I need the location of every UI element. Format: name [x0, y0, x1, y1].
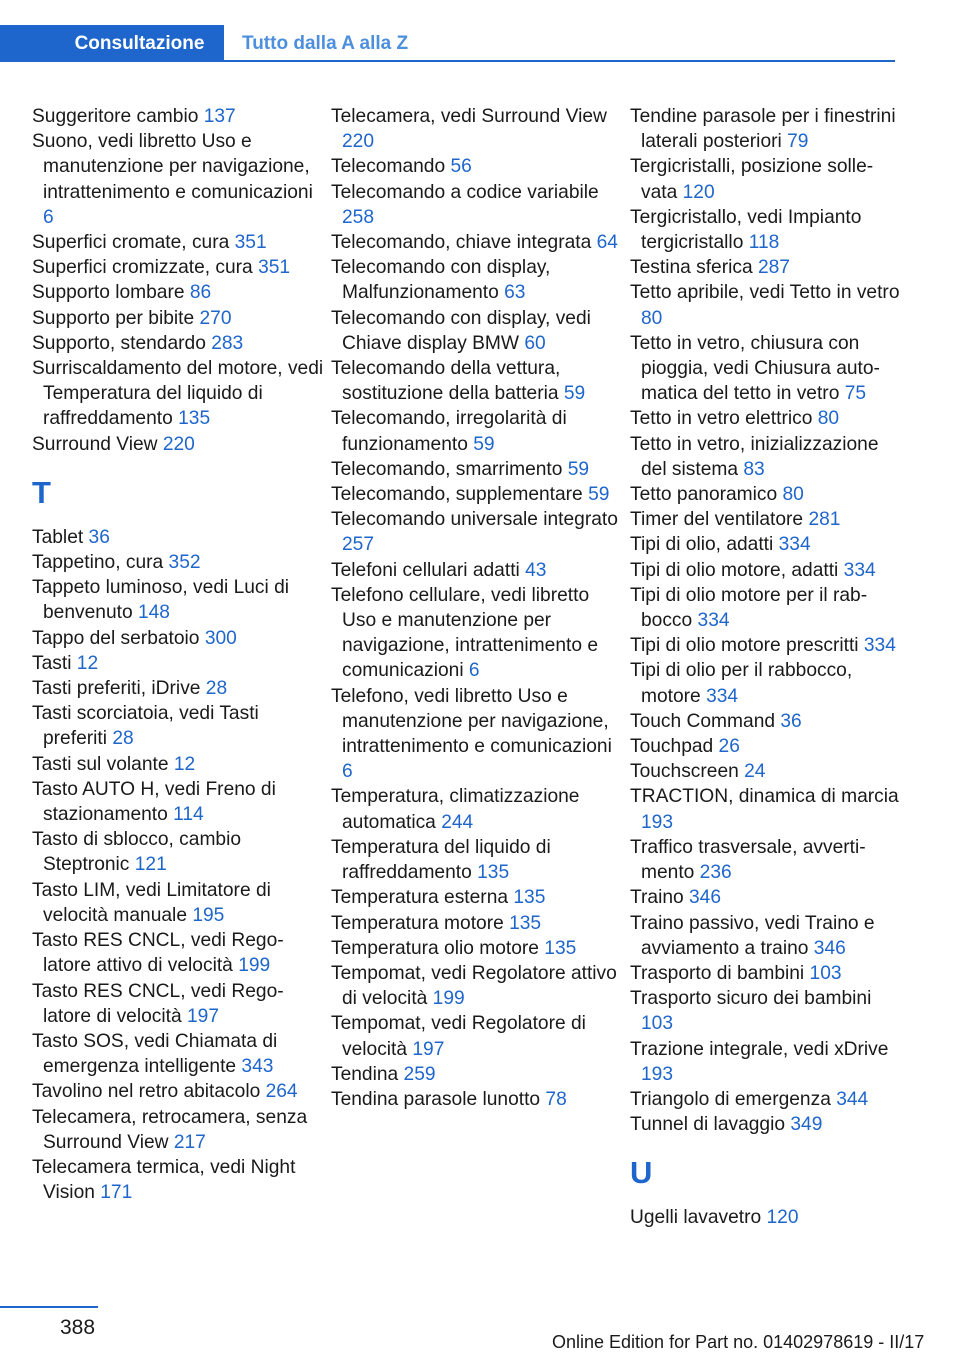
index-entry — [630, 406, 900, 431]
index-entry — [32, 777, 324, 827]
index-entry-term: Supporto lombare — [32, 282, 190, 304]
index-entry — [630, 432, 900, 482]
tab-tutto-dalla-a-alla-z[interactable] — [242, 25, 408, 62]
page-reference-link[interactable]: 334 — [697, 610, 730, 632]
index-entry-term: Touch Command — [630, 710, 781, 732]
index-entry-term: Touchpad — [630, 736, 719, 758]
index-entry — [32, 928, 324, 978]
index-entry — [32, 575, 324, 625]
index-entry-term: Telefono cellulare, vedi libretto Uso e manutenzione per navigazione, intrattenimento e comunicazioni — [331, 584, 598, 682]
header-rule — [0, 60, 895, 62]
index-entry — [331, 583, 623, 684]
page-reference-link[interactable]: 193 — [641, 1063, 674, 1085]
index-entry-term: Tetto in vetro, inizializzazione del sistema — [630, 433, 879, 480]
index-entry-term: Telecomando — [331, 156, 451, 178]
index-entry-term: Tasto SOS, vedi Chiamata di emergenza intelligente — [32, 1030, 278, 1078]
page-reference-link[interactable]: 59 — [563, 383, 586, 405]
index-entry-term: Tappo del serbatoio — [32, 627, 205, 649]
page-reference-link[interactable]: 28 — [112, 728, 134, 750]
page-reference-link[interactable]: 300 — [204, 627, 237, 649]
index-entry — [331, 457, 623, 482]
page-reference-link[interactable]: 193 — [641, 811, 674, 833]
page-reference-link[interactable]: 197 — [412, 1038, 445, 1060]
index-entry — [32, 550, 324, 575]
index-entry — [331, 306, 623, 356]
page-reference-link[interactable]: 334 — [706, 685, 739, 707]
page-reference-link[interactable]: 199 — [432, 988, 465, 1010]
index-entry-term: Telecomando a codice variabile — [331, 181, 599, 203]
index-entry-term: Trazione integrale, vedi xDrive — [630, 1038, 889, 1060]
index-entry — [630, 709, 900, 734]
page-reference-link[interactable]: 349 — [790, 1114, 823, 1136]
page-reference-link[interactable]: 352 — [168, 552, 201, 574]
page-reference-link[interactable]: 12 — [173, 753, 196, 775]
page-reference-link[interactable]: 86 — [189, 282, 212, 304]
page-reference-link[interactable]: 60 — [524, 332, 546, 354]
index-entry — [331, 507, 623, 557]
index-entry-term: Superfici cromate, cura — [32, 232, 235, 254]
index-entry — [630, 986, 900, 1036]
page-reference-link[interactable]: 78 — [545, 1088, 567, 1110]
footer-rule — [0, 1306, 98, 1308]
page-reference-link[interactable]: 195 — [192, 904, 225, 926]
page-reference-link[interactable]: 148 — [137, 602, 170, 624]
index-entry — [32, 280, 324, 305]
index-entry — [331, 482, 623, 507]
edition-note: Online Edition for Part no. 01402978619 - II/17 — [552, 1332, 925, 1352]
page-reference-link[interactable]: 26 — [718, 736, 740, 758]
page-reference-link[interactable]: 28 — [205, 678, 228, 700]
index-entry — [32, 356, 324, 432]
index-entry — [331, 1011, 623, 1061]
page-reference-link[interactable]: 135 — [544, 937, 577, 959]
index-entry — [630, 835, 900, 885]
index-entry — [630, 583, 900, 633]
page-reference-link[interactable]: 259 — [403, 1063, 436, 1085]
index-entry-term: Tunnel di lavaggio — [630, 1114, 791, 1136]
page-reference-link[interactable]: 6 — [342, 761, 353, 783]
index-entry — [630, 532, 900, 557]
index-entry-term: Tipi di olio motore per il rabbocco — [630, 584, 868, 632]
page-reference-link[interactable]: 75 — [844, 383, 867, 405]
index-entry-term: Tergicristalli, posizione sollevata — [630, 156, 874, 203]
index-entry-term: Tipi di olio per il rabbocco, motore — [630, 660, 853, 707]
index-entry-term: Superfici cromizzate, cura — [32, 257, 259, 279]
index-entry-term: Tipi di olio motore prescritti — [630, 635, 864, 657]
index-entry-term: Telecomando con display, Malfunzionamento — [331, 257, 551, 304]
index-entry-term: Telefono, vedi libretto Uso e manutenzione per navigazione, intrattenimento e comunicazioni — [331, 685, 612, 758]
index-entry-term: Tetto in vetro elettrico — [630, 408, 818, 430]
page-reference-link[interactable]: 343 — [241, 1056, 274, 1078]
index-entry — [630, 734, 900, 759]
index-entry-term: Tappetino, cura — [32, 552, 169, 574]
page-reference-link[interactable]: 83 — [743, 458, 765, 480]
index-entry-term: Tendina — [331, 1063, 404, 1085]
page-reference-link[interactable]: 258 — [342, 206, 375, 228]
index-entry-term: Traino — [630, 887, 690, 909]
page-reference-link[interactable]: 137 — [203, 106, 236, 127]
page-reference-link[interactable]: 120 — [682, 181, 715, 203]
index-entry — [630, 658, 900, 708]
index-entry — [630, 104, 900, 154]
index-entry — [32, 525, 324, 550]
index-entry — [331, 835, 623, 885]
page-reference-link[interactable]: 346 — [813, 937, 846, 959]
index-entry-term: Surround View — [32, 433, 163, 455]
page-reference-link[interactable]: 103 — [809, 962, 842, 984]
page-reference-link[interactable]: 118 — [748, 232, 780, 254]
page-reference-link[interactable]: 264 — [265, 1081, 298, 1103]
page-reference-link[interactable]: 12 — [76, 652, 99, 674]
index-entry-term: Supporto, stendardo — [32, 332, 212, 354]
page-reference-link[interactable]: 171 — [100, 1182, 133, 1204]
page-reference-link[interactable]: 80 — [641, 307, 663, 329]
index-entry-term: Telecomando, irregolarità di funzionamento — [331, 408, 567, 455]
index-entry-term: Temperatura, climatizzazione automatica — [331, 786, 580, 833]
page-number: 388 — [60, 1316, 96, 1339]
page-reference-link[interactable]: 283 — [211, 332, 244, 354]
index-entry — [32, 331, 324, 356]
index-entry — [32, 878, 324, 928]
index-entry-term: Telecamera, vedi Surround View — [331, 106, 607, 127]
index-entry — [32, 104, 324, 129]
index-entry — [630, 205, 900, 255]
index-entry — [331, 356, 623, 406]
page-reference-link[interactable]: 135 — [509, 912, 542, 934]
page-reference-link[interactable]: 36 — [88, 526, 110, 548]
index-entry — [32, 1079, 324, 1104]
index-entry — [32, 979, 324, 1029]
index-entry — [630, 1037, 900, 1087]
index-entry-term: Ugelli lavavetro — [630, 1207, 767, 1229]
tab-consultazione[interactable] — [0, 25, 224, 62]
page-reference-link[interactable]: 24 — [744, 761, 766, 783]
index-entry-term: Traffico trasversale, avvertimento — [630, 836, 866, 884]
index-entry — [32, 129, 324, 230]
index-entry — [630, 507, 900, 532]
page-reference-link[interactable]: 220 — [162, 433, 195, 455]
page-reference-link[interactable]: 135 — [513, 887, 546, 909]
index-letter-heading: T — [32, 474, 51, 510]
index-entry-term: Telecamera, retrocamera, senza Surround View — [32, 1106, 308, 1153]
index-entry — [630, 558, 900, 583]
index-entry — [331, 1087, 623, 1112]
index-entry — [630, 154, 900, 204]
index-entry-term: Tipi di olio, adatti — [630, 534, 779, 556]
page-reference-link[interactable]: 36 — [780, 710, 802, 732]
index-entry — [32, 1105, 324, 1155]
tab-tutto-label: Tutto dalla A alla Z — [242, 32, 409, 54]
page-reference-link[interactable]: 121 — [134, 854, 167, 876]
index-letter-heading: U — [630, 1155, 653, 1191]
index-entry-term: Tipi di olio motore, adatti — [630, 559, 844, 581]
index-entry-term: Telecomando universale integrato — [331, 509, 618, 531]
page-reference-link[interactable]: 346 — [689, 887, 722, 909]
index-entry-term: Tasto LIM, vedi Limitatore di velocità manuale — [32, 879, 271, 926]
index-entry — [331, 255, 623, 305]
page-reference-link[interactable]: 43 — [525, 559, 547, 581]
index-column-1 — [32, 104, 324, 1205]
tab-consultazione-label: Consultazione — [74, 32, 205, 54]
page-reference-link[interactable]: 114 — [173, 804, 204, 826]
index-entry — [331, 104, 623, 154]
index-entry — [32, 752, 324, 777]
index-entry — [331, 230, 623, 255]
page-reference-link[interactable]: 103 — [641, 1013, 674, 1035]
page-reference-link[interactable]: 220 — [342, 131, 375, 153]
index-entry-term: Tempomat, vedi Regolatore di velocità — [331, 1013, 586, 1060]
page-reference-link[interactable]: 197 — [186, 1005, 219, 1027]
index-entry-term: Triangolo di emergenza — [630, 1088, 837, 1110]
page-reference-link[interactable]: 59 — [473, 433, 495, 455]
page-reference-link[interactable]: 6 — [43, 206, 54, 228]
index-entry — [331, 784, 623, 834]
index-entry-term: Traino passivo, vedi Traino e avviamento a traino — [630, 912, 875, 959]
index-entry-term: Trasporto di bambini — [630, 962, 810, 984]
page-reference-link[interactable]: 80 — [782, 484, 804, 506]
index-entry — [331, 154, 623, 179]
index-entry — [331, 885, 623, 910]
page-reference-link[interactable]: 59 — [588, 484, 610, 506]
index-entry — [630, 784, 900, 834]
index-entry-term: Telecomando, supplementare — [331, 484, 589, 506]
page-reference-link[interactable]: 135 — [178, 408, 211, 430]
index-entry-term: Timer del ventilatore — [630, 509, 809, 531]
index-entry-term: Tasto AUTO H, vedi Freno di stazionamento — [32, 778, 276, 826]
page-reference-link[interactable]: 59 — [567, 458, 590, 480]
index-entry — [630, 961, 900, 986]
index-entry-term: Surriscaldamento del motore, vedi Temperatura del liquido di raffreddamento — [32, 358, 324, 430]
page-reference-link[interactable]: 281 — [808, 509, 841, 531]
index-entry-term: Temperatura olio motore — [331, 937, 545, 959]
index-entry-term: Tasto RES CNCL, vedi Regolatore di velocità — [32, 980, 284, 1027]
index-entry-term: Telecomando, smarrimento — [331, 458, 568, 480]
index-entry-term: Tablet — [32, 526, 89, 548]
index-entry — [32, 651, 324, 676]
index-entry — [331, 936, 623, 961]
index-entry-term: Tempomat, vedi Regolatore attivo di velocità — [331, 962, 617, 1010]
index-entry-term: Temperatura del liquido di raffreddamento — [331, 836, 551, 884]
index-entry-term: Temperatura motore — [331, 912, 510, 934]
index-entry — [331, 684, 623, 785]
index-entry-term: Telecamera termica, vedi Night Vision — [32, 1156, 296, 1204]
page-reference-link[interactable]: 334 — [863, 635, 896, 657]
index-entry — [630, 911, 900, 961]
index-entry — [32, 306, 324, 331]
index-entry — [630, 759, 900, 784]
index-entry — [630, 1205, 900, 1230]
index-entry — [630, 482, 900, 507]
index-entry — [32, 626, 324, 651]
page-reference-link[interactable]: 56 — [450, 156, 472, 178]
index-entry-term: Supporto per bibite — [32, 307, 200, 329]
index-entry — [630, 633, 900, 658]
index-entry-term: Testina sferica — [630, 257, 758, 279]
index-entry — [32, 1155, 324, 1205]
page-reference-link[interactable]: 351 — [258, 257, 291, 279]
index-entry-term: Tasto RES CNCL, vedi Regolatore attivo di velocità — [32, 930, 284, 977]
index-column-2 — [331, 104, 623, 1112]
index-entry-term: Tetto apribile, vedi Tetto in vetro — [630, 282, 900, 304]
index-entry-term: Telecomando con display, vedi Chiave display BMW — [331, 307, 591, 354]
page-reference-link[interactable]: 244 — [441, 811, 474, 833]
index-entry — [630, 280, 900, 330]
page-reference-link[interactable]: 257 — [342, 534, 375, 556]
index-entry-term: Telecomando della vettura, sostituzione della batteria — [331, 358, 564, 405]
page-reference-link[interactable]: 344 — [836, 1088, 869, 1110]
index-entry-term: Touchscreen — [630, 761, 745, 783]
index-entry-term: Tasto di sblocco, cambio Steptronic — [32, 829, 242, 876]
index-entry — [331, 180, 623, 230]
index-entry-term: Tergicristallo, vedi Impianto tergicristallo — [630, 206, 862, 254]
page-reference-link[interactable]: 63 — [504, 282, 526, 304]
index-entry — [331, 1062, 623, 1087]
index-entry-term: TRACTION, dinamica di marcia — [630, 786, 899, 808]
index-entry — [32, 255, 324, 280]
page-reference-link[interactable]: 120 — [766, 1207, 799, 1229]
index-entry-term: Telecomando, chiave integrata — [331, 232, 597, 254]
page-reference-link[interactable]: 270 — [199, 307, 232, 329]
index-entry-term: Suggeritore cambio — [32, 106, 204, 127]
index-entry — [331, 406, 623, 456]
index-entry-term: Tetto panoramico — [630, 484, 783, 506]
index-entry — [32, 432, 324, 457]
page-reference-link[interactable]: 64 — [596, 232, 618, 254]
index-entry — [331, 558, 623, 583]
page-reference-link[interactable]: 217 — [173, 1131, 206, 1153]
index-entry-term: Tavolino nel retro abitacolo — [32, 1081, 266, 1103]
page-reference-link[interactable]: 334 — [843, 559, 876, 581]
index-entry — [630, 255, 900, 280]
index-entry-term: Tendine parasole per i finestrini laterali posteriori — [630, 106, 896, 153]
index-column-3 — [630, 104, 900, 1231]
page-reference-link[interactable]: 80 — [817, 408, 840, 430]
index-entry — [32, 1029, 324, 1079]
index-entry-term: Tasti sul volante — [32, 753, 174, 775]
index-entry — [32, 230, 324, 255]
index-entry — [630, 1112, 900, 1137]
index-entry — [331, 961, 623, 1011]
index-entry-term: Suono, vedi libretto Uso e manutenzione per navigazione, intrattenimento e comunicazioni — [32, 131, 313, 203]
page-reference-link[interactable]: 287 — [757, 257, 790, 279]
index-entry — [32, 676, 324, 701]
index-entry-term: Telefoni cellulari adatti — [331, 559, 526, 581]
page-reference-link[interactable]: 334 — [778, 534, 811, 556]
index-entry — [630, 885, 900, 910]
page-reference-link[interactable]: 199 — [238, 955, 271, 977]
page-reference-link[interactable]: 79 — [787, 131, 809, 153]
page-reference-link[interactable]: 135 — [477, 862, 510, 884]
index-entry-term: Trasporto sicuro dei bambini — [630, 988, 872, 1010]
index-entry — [630, 1087, 900, 1112]
index-entry-term: Tetto in vetro, chiusura con pioggia, vedi Chiusura automatica del tetto in vetro — [630, 332, 880, 405]
page-reference-link[interactable]: 236 — [699, 862, 732, 884]
index-entry-term: Tasti — [32, 652, 77, 674]
index-entry-term: Temperatura esterna — [331, 887, 514, 909]
index-entry-term: Tasti scorciatoia, vedi Tasti preferiti — [32, 703, 259, 750]
index-entry-term: Tendina parasole lunotto — [331, 1088, 546, 1110]
index-entry — [331, 911, 623, 936]
index-entry — [32, 701, 324, 751]
index-entry — [32, 827, 324, 877]
index-entry-term: Tasti preferiti, iDrive — [32, 678, 206, 700]
index-entry-term: Tappeto luminoso, vedi Luci di benvenuto — [32, 577, 290, 624]
page-reference-link[interactable]: 351 — [234, 232, 267, 254]
index-entry — [630, 331, 900, 407]
page-reference-link[interactable]: 6 — [468, 660, 480, 682]
